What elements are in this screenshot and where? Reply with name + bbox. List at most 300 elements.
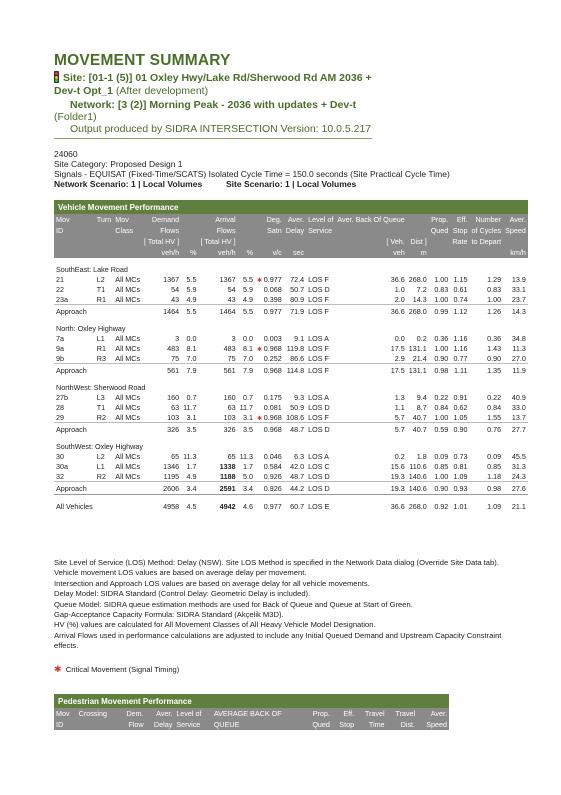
table-cell: LOS A bbox=[308, 392, 329, 402]
deg-satn-value: 0.968 bbox=[263, 412, 282, 422]
table-cell: 1.0 bbox=[394, 284, 405, 294]
table-cell: 4.6 bbox=[243, 501, 254, 511]
table-cell: 7a bbox=[56, 333, 64, 343]
table-cell: 103 bbox=[223, 412, 236, 422]
column-header: [ Total HV ] bbox=[200, 237, 236, 246]
note-line: Site Level of Service (LOS) Method: Delay (NSW). Site LOS Method is specified in the Network Data dialog (Override Site Data tab). bbox=[54, 558, 499, 567]
table-cell: LOS E bbox=[308, 501, 330, 511]
table-row bbox=[54, 333, 528, 343]
table-cell: 9.3 bbox=[294, 392, 305, 402]
column-header: Dist. bbox=[387, 719, 417, 730]
table-cell: LOS F bbox=[308, 353, 329, 363]
column-header bbox=[238, 225, 255, 236]
note-line: Delay Model: SIDRA Standard (Control Delay: Geometric Delay is included). bbox=[54, 589, 311, 599]
table-cell: 86.6 bbox=[290, 353, 305, 363]
column-header: sec bbox=[284, 247, 306, 258]
table-cell: 24.3 bbox=[511, 471, 526, 481]
table-cell: 0.90 bbox=[429, 482, 451, 495]
table-cell: 6.3 bbox=[294, 451, 305, 461]
table-cell: 17.5 bbox=[335, 364, 406, 377]
table-cell: 71.9 bbox=[284, 305, 306, 318]
approach-name: SouthWest: Oxley Highway bbox=[56, 441, 143, 451]
column-header: % bbox=[238, 247, 255, 258]
table-cell: 1464 bbox=[199, 305, 238, 318]
table-cell: 0.09 bbox=[434, 451, 449, 461]
column-header: Speed bbox=[417, 719, 449, 730]
table-cell: 0.7 bbox=[186, 392, 197, 402]
table-cell: All MCs bbox=[115, 461, 141, 471]
column-header: Speed bbox=[505, 226, 526, 235]
column-header bbox=[113, 236, 142, 247]
table-cell: LOS A bbox=[308, 333, 329, 343]
approach-name: North: Oxley Highway bbox=[56, 323, 126, 333]
table-cell: LOS D bbox=[306, 423, 335, 436]
table-cell: 11.9 bbox=[503, 364, 528, 377]
column-header bbox=[77, 719, 119, 730]
column-header: Demand bbox=[142, 214, 181, 225]
column-header bbox=[306, 247, 335, 258]
site-title-line2: Dev-t Opt_1 (After development) bbox=[54, 85, 209, 97]
table-cell: 36.6 bbox=[390, 274, 405, 284]
column-header bbox=[54, 236, 95, 247]
table-cell: 1.16 bbox=[453, 333, 468, 343]
table-cell: 268.0 bbox=[408, 501, 427, 511]
table-cell: 27.7 bbox=[503, 423, 528, 436]
column-header: Prop. bbox=[304, 708, 332, 719]
header-row bbox=[54, 247, 528, 258]
column-header: Level of bbox=[308, 215, 334, 224]
table-cell: 108.6 bbox=[286, 412, 305, 422]
table-cell: 561 bbox=[199, 364, 238, 377]
column-header bbox=[181, 214, 198, 225]
column-header: Arrival bbox=[199, 214, 238, 225]
table-cell: 40.9 bbox=[511, 392, 526, 402]
page-title: MOVEMENT SUMMARY bbox=[54, 52, 231, 69]
table-cell: 21 bbox=[56, 274, 64, 284]
critical-note bbox=[54, 664, 179, 675]
project-id: 24060 bbox=[54, 149, 78, 159]
table-cell: 1.3 bbox=[394, 392, 405, 402]
table-cell: 119.8 bbox=[286, 343, 305, 353]
table-cell: 63 bbox=[227, 402, 236, 412]
table-cell: 0.175 bbox=[263, 392, 282, 402]
table-cell: 5.7 bbox=[335, 423, 406, 436]
table-cell: 1.09 bbox=[453, 471, 468, 481]
table-cell: 80.9 bbox=[290, 294, 305, 304]
table-cell: 0.91 bbox=[453, 392, 468, 402]
table-cell: 0.84 bbox=[487, 402, 502, 412]
table-cell: 0.85 bbox=[487, 461, 502, 471]
table-cell bbox=[95, 305, 114, 318]
table-cell: 1188 bbox=[219, 471, 236, 481]
table-cell: 0.92 bbox=[434, 501, 449, 511]
note-line: HV (%) values are calculated for All Movement Classes of All Heavy Vehicle Model Designation. bbox=[54, 620, 376, 630]
table-cell: 1.05 bbox=[453, 412, 468, 422]
table-cell: LOS F bbox=[308, 274, 329, 284]
column-header: Deg. bbox=[255, 214, 284, 225]
table-cell: 0.90 bbox=[434, 353, 449, 363]
table-row bbox=[54, 284, 528, 294]
table-cell: 28 bbox=[56, 402, 64, 412]
column-header: Service bbox=[306, 225, 335, 236]
table-row bbox=[54, 353, 528, 364]
table-cell: 160 bbox=[167, 392, 180, 402]
table-cell: 23.7 bbox=[511, 294, 526, 304]
table-cell: 3.1 bbox=[186, 412, 197, 422]
table-cell: 0.98 bbox=[429, 364, 451, 377]
network-title: Network: [3 (2)] Morning Peak - 2036 with updates + Dev-t bbox=[70, 99, 357, 111]
column-header: % bbox=[181, 247, 198, 258]
table-cell: LOS F bbox=[306, 364, 335, 377]
table-cell: 483 bbox=[223, 343, 236, 353]
column-header bbox=[450, 247, 469, 258]
table-cell: 0.61 bbox=[453, 284, 468, 294]
table-cell: 0.36 bbox=[434, 333, 449, 343]
table-cell: Approach bbox=[54, 482, 95, 495]
column-header bbox=[238, 214, 255, 225]
table-row bbox=[54, 402, 528, 412]
table-cell: LOS D bbox=[308, 284, 330, 294]
table-cell: 268.0 bbox=[408, 306, 427, 316]
column-header: of Cycles bbox=[470, 225, 504, 236]
table-cell: 0.77 bbox=[453, 353, 468, 363]
table-cell: 0.22 bbox=[434, 392, 449, 402]
table-cell: 1.00 bbox=[434, 274, 449, 284]
column-header bbox=[407, 225, 429, 236]
table-cell: 0.046 bbox=[263, 451, 282, 461]
table-cell: 8.1 bbox=[186, 343, 197, 353]
table-row bbox=[54, 412, 528, 423]
table-cell: 8.7 bbox=[416, 402, 427, 412]
table-cell: 1.55 bbox=[487, 412, 502, 422]
table-cell: 1.18 bbox=[487, 471, 502, 481]
table-row bbox=[54, 392, 528, 402]
table-cell: 0.0 bbox=[243, 333, 254, 343]
table-cell: 1.00 bbox=[434, 343, 449, 353]
column-header: Mov bbox=[113, 214, 142, 225]
table-cell: 36.6 bbox=[390, 501, 405, 511]
column-header: Eff. bbox=[450, 214, 469, 225]
table-cell: 0.968 bbox=[255, 364, 284, 377]
table-cell: 0.398 bbox=[263, 294, 282, 304]
column-header: Rate bbox=[452, 237, 468, 246]
table-cell: R2 bbox=[96, 471, 106, 481]
table-cell bbox=[255, 412, 284, 423]
table-cell: 3 bbox=[231, 333, 236, 343]
table-cell: 4.9 bbox=[186, 294, 197, 304]
table-cell: 0.252 bbox=[263, 353, 282, 363]
table-cell: 4942 bbox=[219, 501, 236, 511]
network-scenario: Network Scenario: 1 | Local Volumes bbox=[54, 179, 203, 189]
ped-header-row bbox=[54, 719, 449, 730]
column-header bbox=[95, 225, 114, 236]
table-cell: 1.01 bbox=[453, 501, 468, 511]
table-cell: All MCs bbox=[115, 451, 141, 461]
table-cell: All MCs bbox=[115, 471, 141, 481]
approach-row bbox=[54, 364, 528, 377]
column-header: Stop bbox=[332, 719, 356, 730]
note-line: Vehicle movement LOS values are based on average delay per movement. bbox=[54, 568, 307, 578]
column-header: Flows bbox=[142, 225, 181, 236]
column-header bbox=[470, 247, 504, 258]
table-cell: 1.00 bbox=[434, 294, 449, 304]
table-cell: 5.7 bbox=[394, 412, 405, 422]
table-cell: R1 bbox=[96, 343, 106, 353]
table-cell: 0.59 bbox=[429, 423, 451, 436]
table-row bbox=[54, 294, 528, 305]
table-cell bbox=[95, 499, 114, 513]
table-cell: 1367 bbox=[219, 274, 236, 284]
table-cell: R2 bbox=[96, 412, 106, 422]
column-header bbox=[95, 247, 114, 258]
ped-header-row bbox=[54, 708, 449, 719]
site-title: Site: [01-1 (5)] 01 Oxley Hwy/Lake Rd/Sherwood Rd AM 2036 + bbox=[63, 72, 372, 84]
table-cell: 4.5 bbox=[186, 501, 197, 511]
approach-name: SouthEast: Lake Road bbox=[56, 264, 128, 274]
column-header bbox=[503, 236, 528, 247]
table-cell: 48.7 bbox=[284, 423, 306, 436]
site-scenario: Site Scenario: 1 | Local Volumes bbox=[226, 179, 357, 189]
table-cell bbox=[113, 305, 142, 318]
table-cell: 0.90 bbox=[487, 353, 502, 363]
critical-marker-icon: ✱ bbox=[54, 664, 62, 674]
table-cell: 34.8 bbox=[511, 333, 526, 343]
header-row bbox=[54, 236, 528, 247]
site-heading bbox=[54, 71, 372, 84]
table-cell: 0.977 bbox=[255, 305, 284, 318]
table-cell: 33.0 bbox=[511, 402, 526, 412]
approach-row bbox=[54, 482, 528, 495]
table-row bbox=[54, 274, 528, 284]
signals-info: Signals - EQUISAT (Fixed-Time/SCATS) Isolated Cycle Time = 150.0 seconds (Site Practical Cycle Time) bbox=[54, 169, 450, 179]
table-cell: 40.7 bbox=[412, 412, 427, 422]
table-cell: LOS F bbox=[308, 412, 329, 422]
table-cell: 0.081 bbox=[263, 402, 282, 412]
table-cell: 0.22 bbox=[487, 392, 502, 402]
table-cell: L3 bbox=[96, 392, 105, 402]
table-cell: L2 bbox=[96, 274, 105, 284]
table-cell: 326 bbox=[199, 423, 238, 436]
table-cell: 11.7 bbox=[239, 402, 254, 412]
table-row bbox=[54, 471, 528, 482]
table-cell: 131.1 bbox=[408, 343, 427, 353]
table-cell: L2 bbox=[96, 451, 105, 461]
table-row bbox=[54, 451, 528, 461]
column-header: Service bbox=[174, 719, 212, 730]
deg-satn-value: 0.977 bbox=[263, 274, 282, 284]
table-cell: LOS F bbox=[308, 343, 329, 353]
table-cell: 1.00 bbox=[434, 412, 449, 422]
approach-row bbox=[54, 305, 528, 318]
column-header bbox=[429, 236, 451, 247]
table-cell: All MCs bbox=[115, 294, 141, 304]
table-cell: 15.6 bbox=[390, 461, 405, 471]
column-header: Flows bbox=[199, 225, 238, 236]
table-cell bbox=[255, 343, 284, 353]
table-cell: 3 bbox=[175, 333, 180, 343]
table-cell: 1.29 bbox=[487, 274, 502, 284]
table-cell: R1 bbox=[96, 294, 106, 304]
column-header: Dist ] bbox=[407, 236, 429, 247]
table-cell: Approach bbox=[54, 364, 95, 377]
column-header: Crossing bbox=[77, 708, 119, 719]
table-cell: LOS D bbox=[306, 482, 335, 495]
table-cell: 1346 bbox=[163, 461, 180, 471]
column-header: QUEUE bbox=[212, 719, 304, 730]
table-cell: All MCs bbox=[115, 343, 141, 353]
table-cell: 3.4 bbox=[181, 482, 198, 495]
note-line: Gap-Acceptance Capacity Formula: SIDRA Standard (Akçelik M3D). bbox=[54, 610, 284, 620]
column-header: Travel bbox=[387, 708, 417, 719]
traffic-light-icon bbox=[54, 71, 59, 83]
column-header bbox=[181, 225, 198, 236]
ped-table-title: Pedestrian Movement Performance bbox=[54, 694, 449, 708]
table-cell: 75 bbox=[171, 353, 180, 363]
column-header: Qued bbox=[430, 226, 449, 235]
column-header: Stop bbox=[450, 225, 469, 236]
table-cell: 9.1 bbox=[294, 333, 305, 343]
table-cell: 27.0 bbox=[511, 353, 526, 363]
table-cell: All Vehicles bbox=[56, 501, 93, 511]
table-cell: 43 bbox=[227, 294, 236, 304]
table-cell bbox=[113, 364, 142, 377]
table-cell: 1195 bbox=[163, 471, 180, 481]
column-header: Eff. bbox=[332, 708, 356, 719]
table-cell: 11.3 bbox=[512, 343, 526, 353]
table-cell bbox=[95, 423, 114, 436]
column-header bbox=[335, 225, 406, 236]
table-cell: 0.84 bbox=[434, 402, 449, 412]
table-cell: 65 bbox=[227, 451, 236, 461]
column-header: Satn bbox=[255, 225, 284, 236]
column-header: Level of bbox=[174, 708, 212, 719]
table-cell: 44.2 bbox=[284, 482, 306, 495]
table-cell: 27b bbox=[56, 392, 68, 402]
table-cell: R3 bbox=[96, 353, 106, 363]
table-cell: 11.7 bbox=[183, 402, 197, 412]
title-divider bbox=[54, 138, 372, 139]
table-cell: 131.1 bbox=[408, 365, 427, 375]
column-header: Time bbox=[356, 719, 386, 730]
table-cell: 0.98 bbox=[470, 482, 504, 495]
column-header bbox=[181, 236, 198, 247]
table-cell: 43 bbox=[171, 294, 180, 304]
column-header: Delay bbox=[285, 226, 305, 235]
table-cell: 4.9 bbox=[243, 294, 254, 304]
table-cell: 30 bbox=[56, 451, 64, 461]
pedestrian-movement-table bbox=[54, 694, 449, 730]
table-cell: LOS D bbox=[308, 402, 330, 412]
column-header: m bbox=[407, 247, 429, 258]
table-cell: LOS D bbox=[308, 471, 330, 481]
table-cell: 29 bbox=[56, 412, 64, 422]
table-cell: 72.4 bbox=[290, 274, 305, 284]
table-cell: 5.5 bbox=[243, 274, 254, 284]
column-header: ID bbox=[54, 225, 95, 236]
site-category: Site Category: Proposed Design 1 bbox=[54, 159, 183, 169]
column-header: veh/h bbox=[142, 247, 181, 258]
table-cell: 1.00 bbox=[434, 471, 449, 481]
table-cell: 5.9 bbox=[186, 284, 197, 294]
table-cell: 561 bbox=[142, 364, 181, 377]
table-cell: 7.0 bbox=[186, 353, 197, 363]
table-cell: 13.9 bbox=[511, 274, 526, 284]
table-cell: All MCs bbox=[115, 284, 141, 294]
table-cell: 1.00 bbox=[487, 294, 502, 304]
table-cell: 326 bbox=[142, 423, 181, 436]
table-cell: 0.99 bbox=[429, 305, 451, 318]
table-cell: 0.93 bbox=[450, 482, 469, 495]
notes bbox=[54, 558, 507, 652]
table-cell: L1 bbox=[96, 461, 105, 471]
table-cell: Approach bbox=[54, 423, 95, 436]
table-cell: 9.4 bbox=[416, 392, 427, 402]
table-cell: 13.7 bbox=[511, 412, 526, 422]
column-header: Dem. bbox=[118, 708, 145, 719]
table-cell: 1.8 bbox=[416, 451, 427, 461]
table-cell: 32 bbox=[56, 471, 64, 481]
table-cell: 3.5 bbox=[181, 423, 198, 436]
column-header: Flow bbox=[118, 719, 145, 730]
table-row bbox=[54, 343, 528, 353]
table-cell bbox=[113, 499, 142, 513]
column-header: [ Veh. bbox=[335, 236, 406, 247]
table-cell: 0.0 bbox=[186, 333, 197, 343]
table-row bbox=[54, 461, 528, 471]
table-cell: 7.0 bbox=[243, 353, 254, 363]
table-cell: 7.9 bbox=[238, 364, 255, 377]
table-cell: T1 bbox=[96, 402, 106, 412]
table-cell: 11.3 bbox=[239, 451, 254, 461]
table-cell: 3.1 bbox=[243, 412, 254, 422]
column-header: Aver. bbox=[284, 214, 306, 225]
site-after: (After development) bbox=[115, 85, 209, 97]
table-cell: 2.9 bbox=[394, 353, 405, 363]
table-cell: 1.26 bbox=[470, 305, 504, 318]
column-header bbox=[284, 236, 306, 247]
table-cell: LOS C bbox=[308, 461, 330, 471]
table-cell: 21.4 bbox=[412, 353, 427, 363]
column-header bbox=[54, 247, 95, 258]
table-cell: 268.0 bbox=[408, 274, 427, 284]
table-cell: 50.9 bbox=[290, 402, 305, 412]
column-header bbox=[113, 247, 142, 258]
table-cell: 4.9 bbox=[186, 471, 197, 481]
column-header: AVERAGE BACK OF bbox=[212, 708, 304, 719]
table-title: Vehicle Movement Performance bbox=[54, 200, 528, 214]
note-line: Arrival Flows used in performance calculations are adjusted to include any Initial Queued Demand and Upstream Capacity Constraint effects. bbox=[54, 630, 502, 651]
note-line: Queue Model: SIDRA queue estimation methods are used for Back of Queue and Queue at Start of Green. bbox=[54, 599, 413, 609]
table-cell: 1.11 bbox=[450, 364, 469, 377]
critical-marker-icon: ✱ bbox=[257, 415, 264, 422]
table-cell: 3.5 bbox=[238, 423, 255, 436]
table-cell: 40.7 bbox=[407, 423, 429, 436]
column-header: Class bbox=[113, 225, 142, 236]
column-header bbox=[238, 236, 255, 247]
table-cell: 0.0 bbox=[394, 333, 405, 343]
column-header bbox=[306, 236, 335, 247]
table-cell: 75 bbox=[227, 353, 236, 363]
table-cell: 27.6 bbox=[503, 482, 528, 495]
column-header: Turn bbox=[96, 215, 112, 224]
table-cell: 110.6 bbox=[409, 461, 427, 471]
table-cell: 7.2 bbox=[416, 284, 427, 294]
note-line: Intersection and Approach LOS values are based on average delay for all vehicle movements. bbox=[54, 578, 370, 588]
table-cell: 0.83 bbox=[487, 284, 502, 294]
table-cell: T1 bbox=[96, 284, 106, 294]
table-cell: 0.7 bbox=[243, 392, 254, 402]
column-header: km/h bbox=[503, 247, 528, 258]
